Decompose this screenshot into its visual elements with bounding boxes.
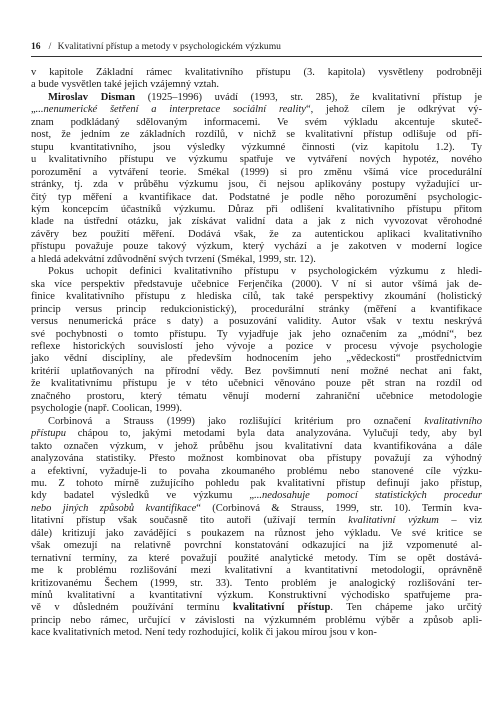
italic-text: ...nedosahuje pomocí statistických procedur xyxy=(254,490,482,502)
text-line xyxy=(31,216,482,228)
text-line xyxy=(31,453,482,465)
text-line xyxy=(31,553,482,565)
text-line xyxy=(31,204,482,216)
text-run: kritizovanému Šechem (1999, str. 33). Tento problém je analogický rozlišování ter- xyxy=(31,577,482,589)
text-line xyxy=(31,229,482,241)
text-line xyxy=(31,466,482,478)
text-line xyxy=(31,615,482,627)
text-line xyxy=(31,104,482,116)
text-run: reflexe historických souvislostí jeho vývoje a pozice v procesu vývoje psychologie xyxy=(31,340,482,352)
text-line xyxy=(31,117,482,129)
running-header xyxy=(31,41,479,52)
text-run: klade na ústřední otázku, jak získávat validní data a jak z nich vyvozovat věrohodné xyxy=(31,216,482,228)
paragraph-4 xyxy=(31,416,482,640)
text-run: finice kvalitativního přístupu z hlediska cílů, tak také perspektivy zkoumání (holistický xyxy=(31,291,482,303)
text-run: kým koncepcím účastníků výzkumu. Důraz při odlišení kvalitativního přístupu přitom xyxy=(31,203,482,215)
text-run: ska více perspektiv představuje učebnice Ferjenčíka (2000). V ní si autor všímá jak de- xyxy=(31,278,482,290)
text-run: “ (Corbinová & Strauss, 1999, str. 10). Termín kva- xyxy=(196,502,482,514)
text-run: psychologie (např. Coolican, 1999). xyxy=(31,403,183,415)
text-line xyxy=(31,565,482,577)
text-run: znam podkládaný sdělovaným informacemi. Ve svém výkladu akcentuje skuteč- xyxy=(31,116,482,128)
text-run: “, jehož cílem je odkrývat vý- xyxy=(305,104,482,116)
text-line xyxy=(31,279,482,291)
text-run: nost, že jedním ze základních rozdílů, v nichž se kvalitativní přístup odlišuje od pří- xyxy=(31,129,482,141)
italic-text: ...nenumerické šetření a interpretace sociální reality xyxy=(35,104,306,116)
text-run: že kvalitativnímu přístupu je v této učebnici věnováno pouze pět stran na rozdíl od xyxy=(31,378,482,390)
running-title: Kvalitativní přístup a metody v psychologickém výzkumu xyxy=(57,41,281,52)
text-line xyxy=(31,428,482,440)
italic-text: kvalitativního xyxy=(424,415,482,427)
text-run: chápou to, jakými metodami byla data analyzována. Vylučují tedy, aby byl xyxy=(66,428,482,440)
text-run: a bude vysvětlen také jejich vzájemný vztah. xyxy=(31,79,220,91)
text-run: mu. Z tohoto mírně zužujícího pohledu pak kvalitativní přístup definují jako přístup, xyxy=(31,477,482,489)
text-line xyxy=(31,179,482,191)
text-run: a efektivní, vyžaduje-li to povaha zkoumaného problému nebo stanovené cíle výzku- xyxy=(31,465,482,477)
text-line xyxy=(31,266,482,278)
italic-text: přístupu xyxy=(31,428,67,440)
text-line xyxy=(31,528,482,540)
text-run: analyzována statistiky. Přesto možnost kombinovat oba přístupy považují za výhodný xyxy=(31,453,482,465)
text-run: Corbinová a Strauss (1999) jako rozlišující kritérium pro označení xyxy=(48,415,425,427)
text-line xyxy=(31,129,482,141)
text-run: versus nenumerická práce s daty) a posuzování validity. Autor však v textu neskrývá xyxy=(31,316,482,328)
text-run: značného prostoru, který tématu věnují moderní zahraniční učebnice metodologie xyxy=(31,390,482,402)
text-run: (1925–1996) uvádí (1993, str. 285), že kvalitativní přístup je xyxy=(135,91,483,103)
text-run: takto označen výzkum, v jehož průběhu jsou kvalitativní data kvantifikována a dále xyxy=(31,440,482,452)
body-text xyxy=(31,67,482,640)
text-run: litativní přístup však současně tito autoři (užívají termín xyxy=(31,515,349,527)
text-line xyxy=(31,391,482,403)
text-line xyxy=(31,515,482,527)
header-separator: / xyxy=(48,41,52,52)
italic-text: kvalitativní výzkum xyxy=(348,515,439,527)
text-line xyxy=(31,366,482,378)
text-run: a hledá adekvátní zdůvodnění svých tvrzení (Smékal, 1999, str. 12). xyxy=(31,253,316,265)
text-line xyxy=(31,142,482,154)
text-run: kritérií uplatňovaných na přírodní vědy. Bez povšimnutí není možné nechat ani fakt, xyxy=(31,365,482,377)
text-run: vě v důsledném používání termínu xyxy=(31,602,233,614)
text-run: ternativní termíny, za které považují použité analytické metody. Tím se opět dostává- xyxy=(31,552,482,564)
text-line xyxy=(31,92,482,104)
paragraph-1 xyxy=(31,67,482,92)
text-line xyxy=(31,67,482,79)
bold-text: Miroslav Disman xyxy=(48,91,136,103)
text-run: mínů kvalitativní a kvantitativní výzkum. Konstruktivní východisko spatřujeme pra- xyxy=(31,590,482,602)
text-line xyxy=(31,490,482,502)
text-line xyxy=(31,540,482,552)
text-run: však omezují na relativně povrchní konstatování odkazující na již vzpomenuté al- xyxy=(31,540,482,552)
text-line xyxy=(31,602,482,614)
text-line xyxy=(31,316,482,328)
header-rule xyxy=(31,56,482,57)
text-run: kace kvalitativních metod. Není tedy rozhodující, kolik či jakou mírou jsou v kon- xyxy=(31,627,377,639)
text-run: . Ten chápeme jako určitý xyxy=(330,602,483,614)
text-run: stupu kvantitativního, jsou výsledky výzkumné činnosti (viz kapitolu 1.2). Ty xyxy=(31,141,482,153)
text-run: v kapitole Základní rámec kvalitativního přístupu (3. kapitola) vysvětleny podrobněji xyxy=(31,67,482,78)
text-line xyxy=(31,291,482,303)
text-line xyxy=(31,167,482,179)
text-run: čitý typ měření a kvantifikace dat. Podstatné je podle něho porozumění psychologic- xyxy=(31,191,482,203)
text-line xyxy=(31,254,482,266)
text-line xyxy=(31,341,482,353)
text-run: své pochybnosti o tomto přístupu. Ty vyjadřuje jak jeho označením za „módní“, bez xyxy=(31,328,482,340)
text-run: stránky, tj. zda v průběhu výzkumu jsou, či nejsou aplikovány postupy vyžadující ur- xyxy=(31,179,482,191)
text-line xyxy=(31,590,482,602)
text-run: princip versus princip redukcionistický), procedurální stránky (měření a kvantifikace xyxy=(31,303,482,315)
text-line xyxy=(31,441,482,453)
text-line xyxy=(31,478,482,490)
text-run: u kvalitativního přístupu ve výzkumu spatřuje ve vytváření nových hypotéz, nového xyxy=(31,154,482,166)
paragraph-2 xyxy=(31,92,482,266)
text-line xyxy=(31,304,482,316)
text-line xyxy=(31,416,482,428)
text-run: princip nebo rámec, určující v závislosti na výzkumném problému výběr a způsob apli- xyxy=(31,614,482,626)
text-line xyxy=(31,353,482,365)
text-line xyxy=(31,403,482,415)
text-run: jako vědní disciplíny, ale především hodnocením jeho „vědeckosti“ prostřednictvím xyxy=(31,353,482,365)
text-run: „ xyxy=(31,104,36,116)
paragraph-3 xyxy=(31,266,482,415)
text-run: – viz xyxy=(438,515,483,527)
text-line xyxy=(31,329,482,341)
text-line xyxy=(31,241,482,253)
text-run: závěry bez použití měření. Dodává však, že za autentickou aplikaci kvalitativního xyxy=(31,228,482,240)
text-run: kdy badatel výsledků ve výzkumu „ xyxy=(31,490,255,502)
text-line xyxy=(31,503,482,515)
text-run: porozumění a vytváření teorie. Smékal (1999) si pro změnu všímá více procedurální xyxy=(31,166,482,178)
italic-text: nebo jiných způsobů kvantifikace xyxy=(31,502,197,514)
text-line xyxy=(31,154,482,166)
text-run: Pokus uchopit definici kvalitativního přístupu v psychologickém výzkumu z hledi- xyxy=(48,266,482,278)
text-line xyxy=(31,378,482,390)
text-run: přístupu považuje pouze takový výzkum, který vychází a je zakotven v moderní logice xyxy=(31,241,482,253)
text-line xyxy=(31,627,482,639)
text-run: dále) kritizují jako zavádějící s poukazem na různost jeho výkladu. Ve své kritice se xyxy=(31,527,482,539)
text-run: me k problému rozlišování mezi kvalitativní a kvantitativní metodologií, oprávněně xyxy=(31,565,482,577)
text-line xyxy=(31,79,482,91)
bold-text: kvalitativní přístup xyxy=(232,602,331,614)
text-line xyxy=(31,578,482,590)
page-number: 16 xyxy=(31,41,41,52)
text-line xyxy=(31,192,482,204)
